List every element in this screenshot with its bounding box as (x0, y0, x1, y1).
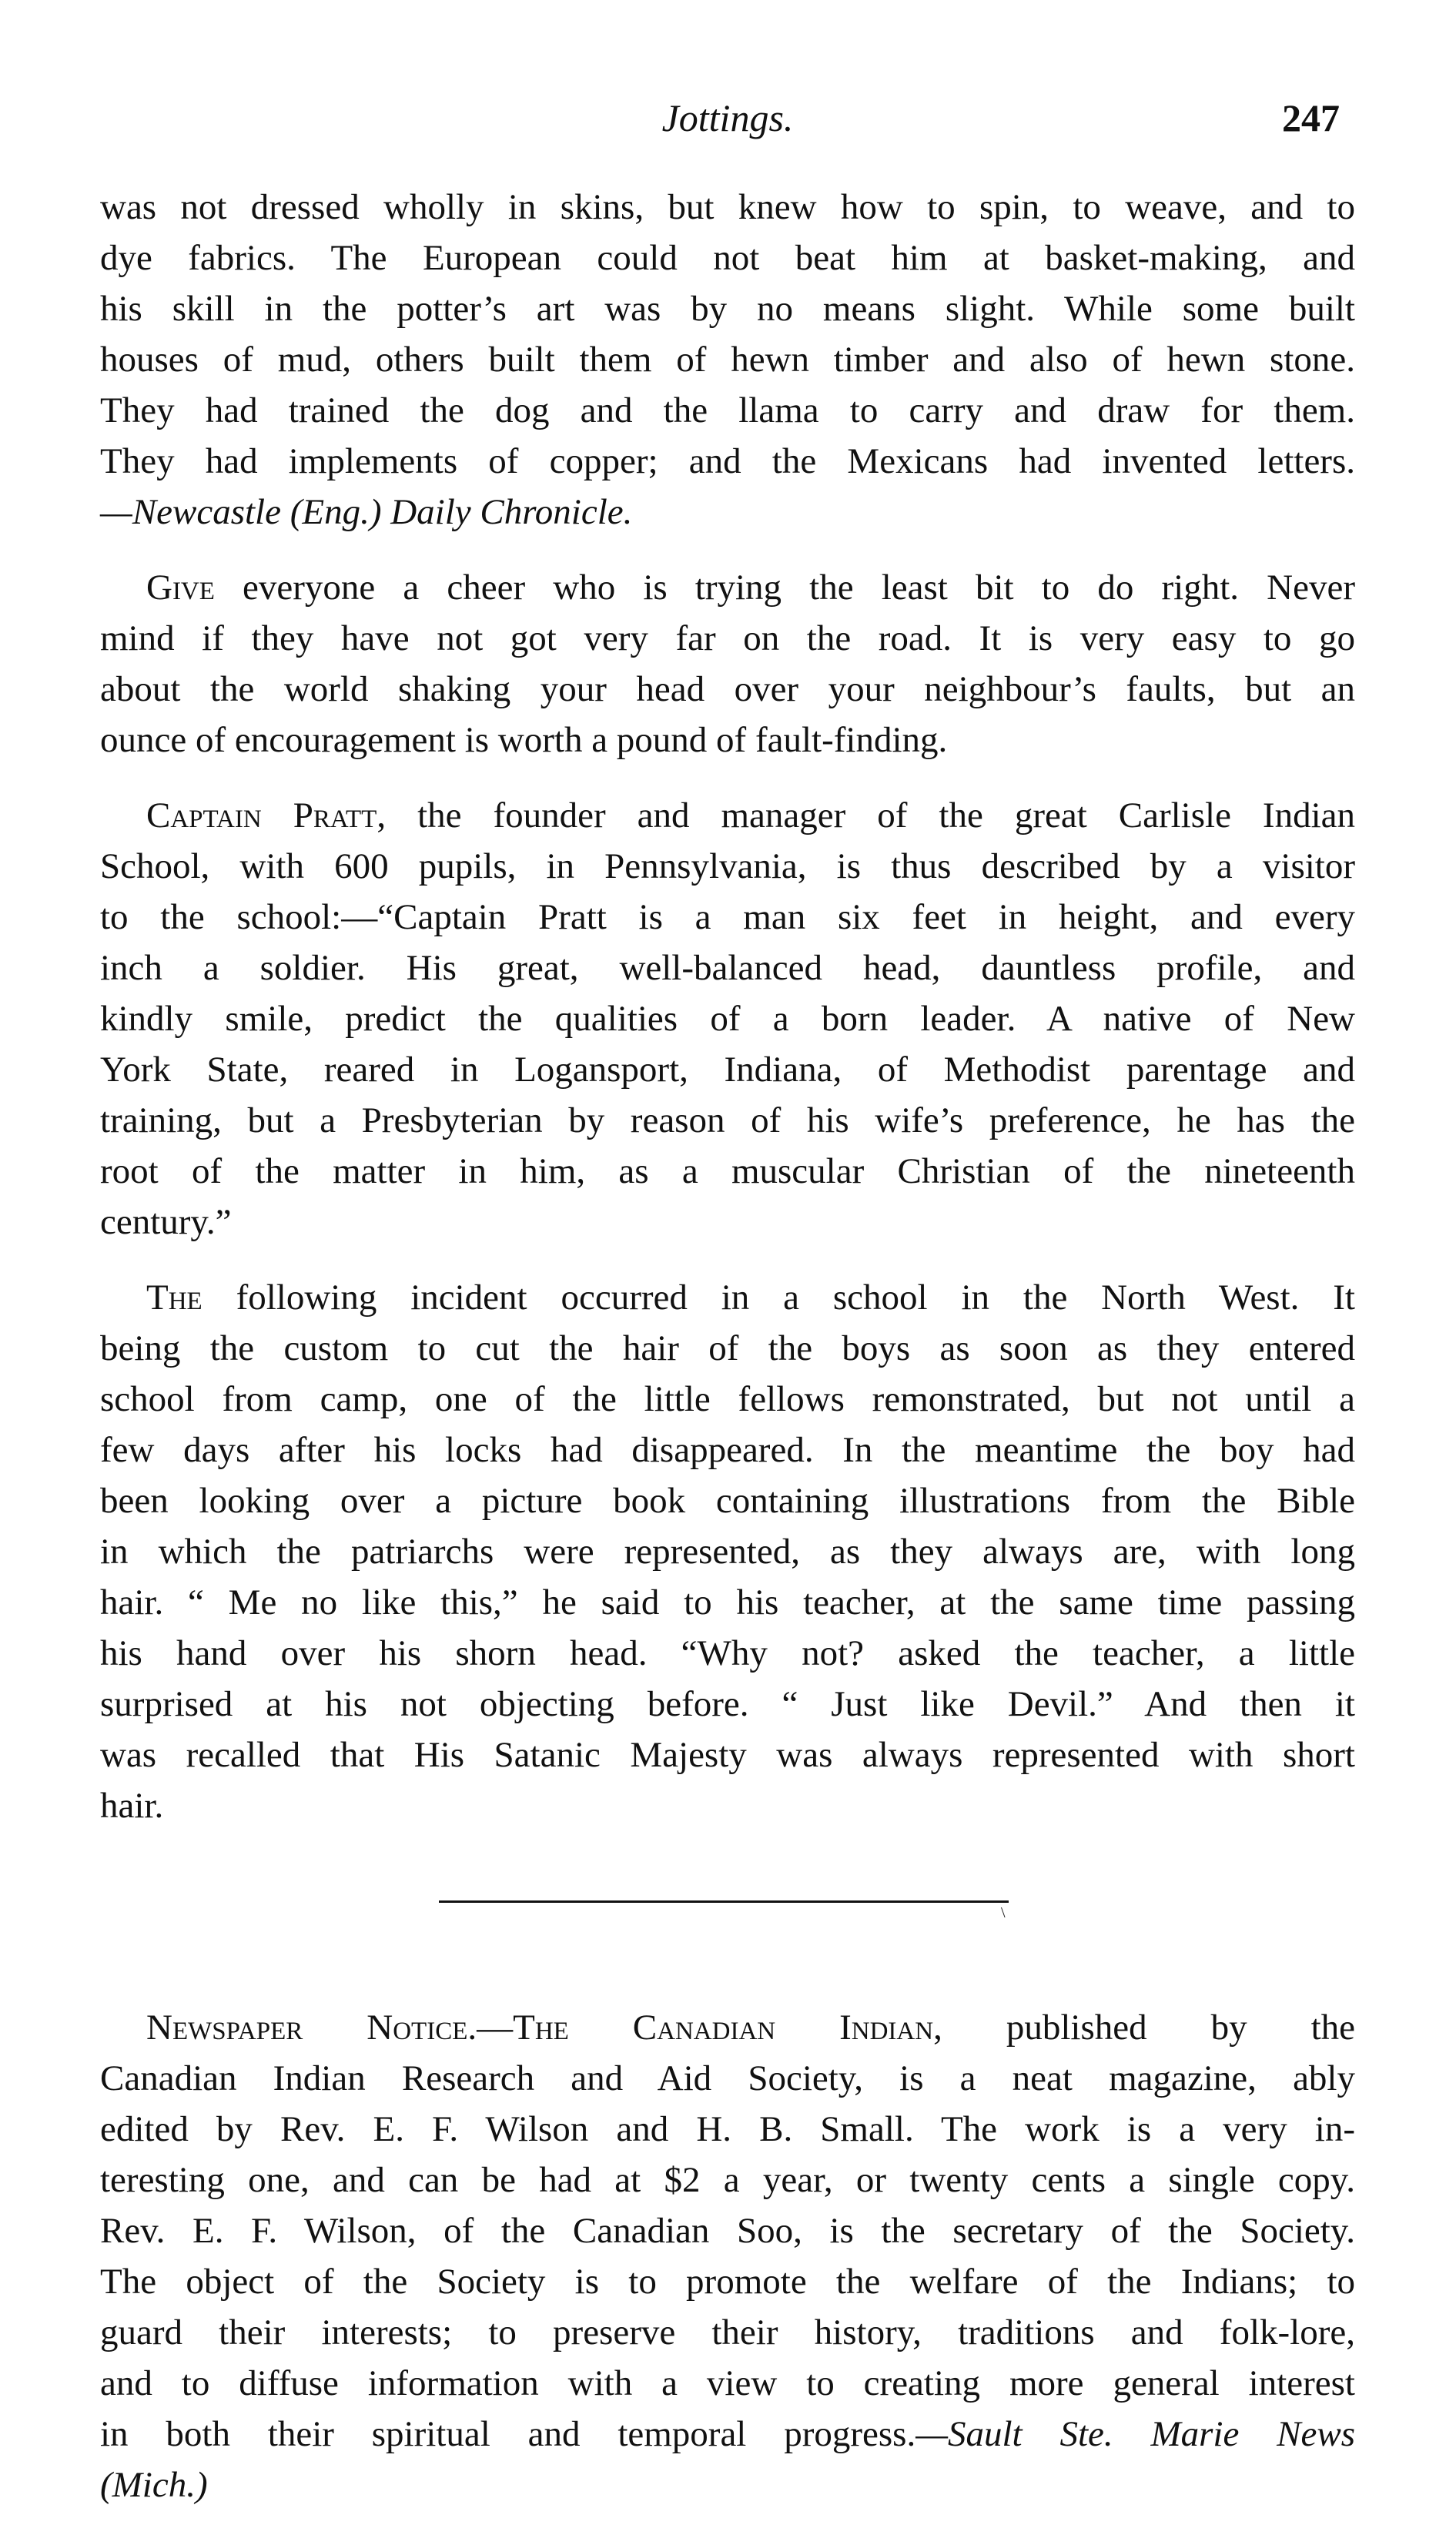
body-text (100, 182, 1355, 2535)
text-line: been looking over a picture book containing illustrations from the Bible (100, 1481, 1355, 1521)
lead-phrase: Newspaper Notice.—The Canadian Indian, (146, 2008, 942, 2048)
text-line: School, with 600 pupils, in Pennsylvania, is thus described by a visitor (100, 846, 1355, 886)
text-run: everyone a cheer who is trying the least bit to do right. Never (214, 568, 1355, 608)
text-line: to the school:—“Captain Pratt is a man six feet in height, and every (100, 897, 1355, 937)
divider-mark: \ (1001, 1904, 1006, 1921)
text-line: his skill in the potter’s art was by no means slight. While some built (100, 289, 1355, 329)
text-line: ounce of encouragement is worth a pound of fault-finding. (100, 720, 948, 760)
text-line: They had trained the dog and the llama to carry and draw for them. (100, 390, 1355, 430)
text-line: The object of the Society is to promote the welfare of the Indians; to (100, 2262, 1355, 2302)
text-line: edited by Rev. E. F. Wilson and H. B. Small. The work is a very in- (100, 2109, 1355, 2149)
text-line: Rev. E. F. Wilson, of the Canadian Soo, is the secretary of the Society. (100, 2211, 1355, 2251)
text-line: few days after his locks had disappeared. In the meantime the boy had (100, 1430, 1355, 1470)
text-line: mind if they have not got very far on the road. It is very easy to go (100, 618, 1355, 658)
lead-word: Captain Pratt, (146, 795, 387, 836)
text-line: century.” (100, 1202, 232, 1242)
attribution: —Newcastle (Eng.) Daily Chronicle. (100, 492, 633, 532)
text-line: in which the patriarchs were represented, as they always are, with long (100, 1532, 1355, 1572)
paragraph-give-everyone-a-cheer (100, 562, 1355, 765)
text-line: teresting one, and can be had at $2 a year, or twenty cents a single copy. (100, 2160, 1355, 2200)
paragraph-north-west-incident (100, 1272, 1355, 1831)
text-line: training, but a Presbyterian by reason of his wife’s preference, he has the (100, 1100, 1355, 1140)
text-line: hair. “ Me no like this,” he said to his teacher, at the same time passing (100, 1582, 1355, 1622)
section-divider (100, 1856, 1355, 2002)
attribution: (Mich.) (100, 2465, 208, 2505)
page-number: 247 (1282, 96, 1340, 139)
text-run: published by the (942, 2008, 1356, 2048)
text-line: They had implements of copper; and the Mexicans had invented letters. (100, 441, 1355, 481)
text-run: the founder and manager of the great Carlisle Indian (386, 795, 1356, 836)
text-line: surprised at his not objecting before. “ Just like Devil.” And then it (100, 1684, 1355, 1724)
text-line: was recalled that His Satanic Majesty was always represented with short (100, 1735, 1355, 1775)
text-line: inch a soldier. His great, well-balanced head, dauntless profile, and (100, 948, 1355, 988)
text-line: York State, reared in Logansport, Indiana, of Methodist parentage and (100, 1050, 1355, 1090)
text-line: Canadian Indian Research and Aid Society, is a neat magazine, ably (100, 2058, 1355, 2098)
text-run: in both their spiritual and temporal progress. (100, 2414, 916, 2454)
text-line: dye fabrics. The European could not beat him at basket-making, and (100, 238, 1355, 278)
running-head (100, 91, 1355, 152)
text-line: root of the matter in him, as a muscular Christian of the nineteenth (100, 1151, 1355, 1191)
divider-rule (439, 1900, 1009, 1903)
text-line: and to diffuse information with a view to creating more general interest (100, 2363, 1355, 2403)
text-run: following incident occurred in a school in the North West. It (202, 1278, 1355, 1318)
lead-word: Give (146, 568, 215, 608)
text-line: being the custom to cut the hair of the boys as soon as they entered (100, 1328, 1355, 1368)
lead-word: The (146, 1278, 203, 1318)
text-line: school from camp, one of the little fellows remonstrated, but not until a (100, 1379, 1355, 1419)
paragraph-basket-making (100, 182, 1355, 537)
text-line: was not dressed wholly in skins, but knew how to spin, to weave, and to (100, 187, 1355, 227)
attribution: —Sault Ste. Marie News (915, 2414, 1355, 2454)
text-line: hair. (100, 1786, 164, 1826)
text-line: his hand over his shorn head. “Why not? asked the teacher, a little (100, 1633, 1355, 1673)
text-line (100, 562, 1355, 613)
text-line: about the world shaking your head over your neighbour’s faults, but an (100, 669, 1355, 709)
paragraph-newspaper-notice (100, 2002, 1355, 2510)
text-line (100, 2409, 1355, 2460)
text-line: kindly smile, predict the qualities of a born leader. A native of New (100, 999, 1355, 1039)
text-line: guard their interests; to preserve their history, traditions and folk-lore, (100, 2312, 1355, 2352)
text-line (100, 790, 1355, 841)
text-line (100, 2002, 1355, 2053)
running-title: Jottings. (661, 96, 794, 139)
text-line: houses of mud, others built them of hewn timber and also of hewn stone. (100, 340, 1355, 380)
text-line (100, 1272, 1355, 1323)
paragraph-captain-pratt (100, 790, 1355, 1247)
